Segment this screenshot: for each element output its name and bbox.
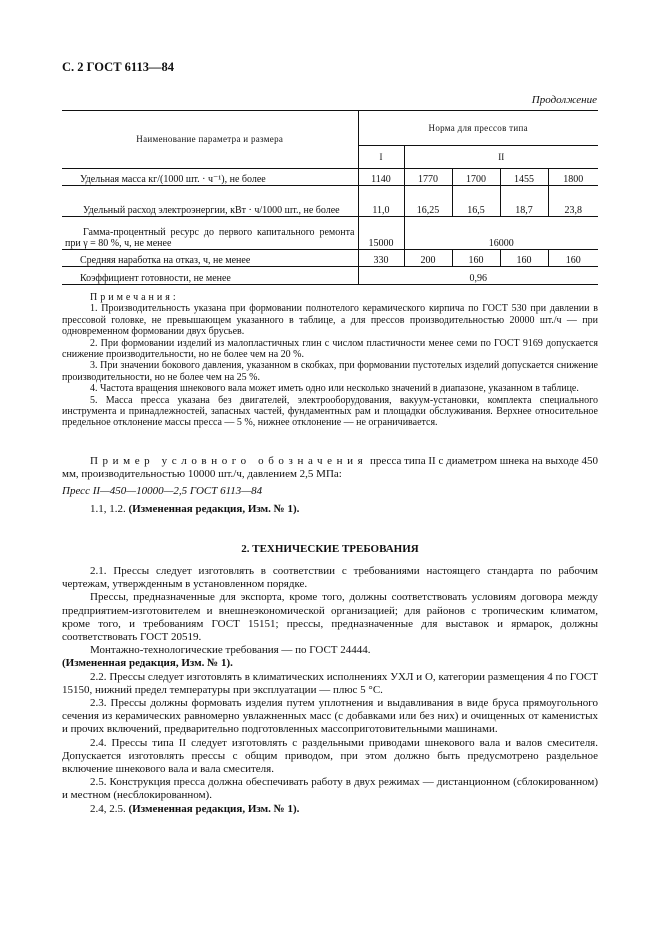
table-cell: 160 [500, 250, 548, 267]
section-title: 2. ТЕХНИЧЕСКИЕ ТРЕБОВАНИЯ [241, 543, 419, 555]
note-5: 5. Масса пресса указана без двигателей, электрооборудования, вакуум-установки, комплекта специального инструмента и принадлежностей, запасных частей, фундаментных рам и площадки обслуживания. Верхнее относительное предельное отклонение массы пресса — 5 %, нижнее отклонение — не ограничивается. [62, 394, 598, 429]
table-header-row [62, 111, 598, 146]
note-4: 4. Частота вращения шнекового вала может иметь одно или несколько значений в диапазоне, указанном в таблице. [90, 383, 579, 395]
paragraph-2-4: 2.4. Прессы типа II следует изготовлять с раздельными приводами шнекового вала и валов смесителя. Допускается изготовлять прессы с общим приводом, при этом должно быть предусмотрено раздельное включение шнекового вала и вала смесителя. [62, 736, 598, 776]
table-row [62, 169, 598, 186]
notes-title: Примечания: [90, 292, 179, 303]
document-reference: С. 2 ГОСТ 6113—84 [62, 60, 174, 74]
paragraph-2-3: 2.3. Прессы должны формовать изделия путем уплотнения и выдавливания в виде бруса прямоугольного сечения из керамических равномерно увлажненных масс (с добавками или без них) и очищенных от каменистых и прочих включений, предварительно подготовленных массоприготовительными машинами. [62, 697, 598, 736]
column-header-type-2: II [404, 146, 598, 169]
example-paragraph [62, 455, 598, 481]
table-cell: 330 [358, 250, 404, 267]
example-text: пресса типа II с диаметром шнека на выходе 450 мм, производительностью 10000 шт./ч, давлением 2,5 МПа: [62, 455, 599, 481]
column-header-parameter: Наименование параметра и размера [62, 111, 358, 169]
row-label: Гамма-процентный ресурс до первого капитального ремонта при γ = 80 %, ч, не менее [65, 227, 355, 249]
table-cell: 160 [452, 250, 500, 267]
example-designation: Пресс II—450—10000—2,5 ГОСТ 6113—84 [62, 485, 263, 498]
note-2: 2. При формовании изделий из малопластичных глин с числом пластичности менее семи по ГОСТ 9169 допускается снижение производительности, но не более чем на 20 %. [62, 337, 598, 361]
row-label: Коэффициент готовности, не менее [80, 273, 231, 284]
table-row [62, 186, 598, 217]
example-block [62, 455, 598, 516]
row-label: Удельный расход электроэнергии, кВт · ч/1000 шт., не более [83, 205, 340, 216]
table-cell: 1800 [548, 169, 598, 186]
table-cell: 16,5 [452, 186, 500, 217]
paragraph-2-5: 2.5. Конструкция пресса должна обеспечивать работу в двух режимах — дистанционном (сблокированном) и местном (несблокированном). [62, 776, 598, 802]
continuation-label: Продолжение [531, 94, 597, 106]
notes-block [62, 292, 598, 429]
note-3: 3. При значении бокового давления, указанном в скобках, при формовании пустотелых изделий допускается снижение производительности, но не более чем на 25 %. [62, 360, 598, 383]
note-1: 1. Производительность указана при формовании полнотелого керамического кирпича по ГОСТ 530 при давлении в прессовой головке, не превышающем указанного в таблице, а для прессов производительностью 20000 шт./ч — при одновременном формовании двух брусьев. [62, 303, 598, 338]
table-cell: 1455 [500, 169, 548, 186]
section-body [62, 565, 598, 816]
table-cell: 200 [404, 250, 452, 267]
column-header-type-1: I [358, 146, 404, 169]
paragraph-mount: Монтажно-технологические требования — по ГОСТ 24444. [90, 644, 371, 657]
table-cell: 0,96 [358, 267, 598, 285]
table-cell: 16,25 [404, 186, 452, 217]
table-cell: 15000 [358, 217, 404, 250]
paragraph-mount-reference: (Измененная редакция, Изм. № 1). [62, 657, 233, 670]
row-label: Удельная масса кг/(1000 шт. · ч⁻¹), не более [80, 174, 266, 185]
column-header-norm: Норма для прессов типа [358, 111, 598, 146]
paragraph-last-reference: 2.4, 2.5. (Измененная редакция, Изм. № 1). [90, 802, 300, 815]
paragraph-2-2: 2.2. Прессы следует изготовлять в климатических исполнениях УХЛ и О, категории размещения 4 по ГОСТ 15150, нижний предел температуры при эксплуатации — плюс 5 °С. [62, 670, 598, 696]
table-row [62, 217, 598, 250]
example-reference: 1.1, 1.2. (Измененная редакция, Изм. № 1). [90, 502, 300, 515]
table-cell: 11,0 [358, 186, 404, 217]
paragraph-export: Прессы, предназначенные для экспорта, кроме того, должны соответствовать условиям договора между предприятием-изготовителем и внешнеэкономической организацией; для районов с тропическим климатом, кроме того, и требованиям ГОСТ 15151; прессы, предназначенные для выставок и ярмарок, должны соответствовать ГОСТ 20519. [62, 591, 598, 644]
table-cell: 18,7 [500, 186, 548, 217]
table-row [62, 250, 598, 267]
table-cell: 16000 [404, 217, 598, 250]
table-cell: 1140 [358, 169, 404, 186]
table-cell: 1700 [452, 169, 500, 186]
table-row [62, 267, 598, 285]
paragraph-2-1: 2.1. Прессы следует изготовлять в соответствии с требованиями настоящего стандарта по рабочим чертежам, утвержденным в установленном порядке. [62, 565, 598, 591]
table-cell: 1770 [404, 169, 452, 186]
parameters-table [62, 110, 598, 285]
example-label: Пример условного обозначения [90, 455, 368, 467]
table-cell: 160 [548, 250, 598, 267]
table-cell: 23,8 [548, 186, 598, 217]
row-label: Средняя наработка на отказ, ч, не менее [80, 255, 251, 266]
